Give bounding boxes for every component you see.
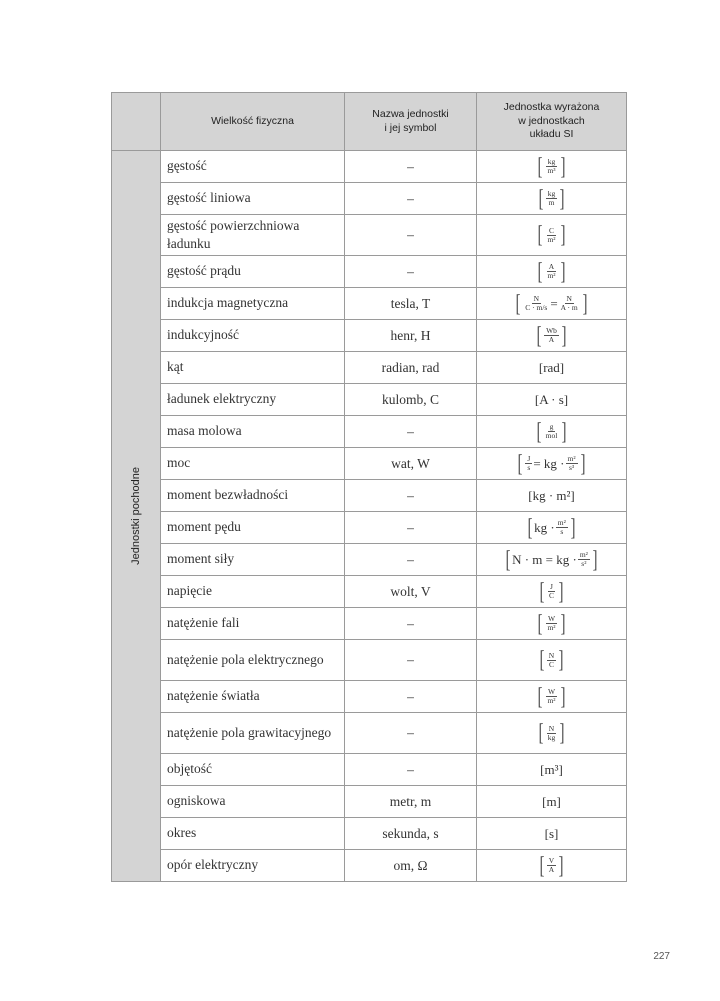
quantity-cell: kąt xyxy=(161,352,345,384)
si-cell: [m³] xyxy=(477,754,627,786)
quantity-cell: moment siły xyxy=(161,544,345,576)
si-cell: [ $\frac{g}{\text{mol}}$ ] xyxy=(477,416,627,448)
si-cell: [ $\frac{J}{C}$ ] xyxy=(477,576,627,608)
quantity-cell: natężenie pola grawitacyjnego xyxy=(161,713,345,754)
unit-cell: metr, m xyxy=(345,786,477,818)
quantity-cell: gęstość liniowa xyxy=(161,183,345,215)
unit-cell: om, Ω xyxy=(345,850,477,882)
table-row xyxy=(112,512,627,544)
table-row xyxy=(112,183,627,215)
quantity-cell: ładunek elektryczny xyxy=(161,384,345,416)
unit-cell: – xyxy=(345,754,477,786)
table-row xyxy=(112,681,627,713)
si-cell: [s] xyxy=(477,818,627,850)
page-number: 227 xyxy=(653,951,670,962)
si-cell: [ $\frac{N}{C \cdot m/s}$ = $\frac{N}{A \cdot m}$ ] xyxy=(477,288,627,320)
unit-cell: sekunda, s xyxy=(345,818,477,850)
quantity-cell: natężenie fali xyxy=(161,608,345,640)
units-table xyxy=(111,92,627,882)
table-row xyxy=(112,754,627,786)
table-row xyxy=(112,480,627,512)
table-row xyxy=(112,151,627,183)
si-cell: [ $\frac{A}{\text{m²}}$ ] xyxy=(477,256,627,288)
quantity-cell: objętość xyxy=(161,754,345,786)
unit-cell: – xyxy=(345,151,477,183)
side-label: Jednostki pochodne xyxy=(130,467,142,565)
quantity-cell: napięcie xyxy=(161,576,345,608)
side-category xyxy=(112,151,161,882)
quantity-cell: indukcyjność xyxy=(161,320,345,352)
si-cell: [ $\frac{N}{C}$ ] xyxy=(477,640,627,681)
unit-cell: kulomb, C xyxy=(345,384,477,416)
si-cell: [ $\frac{N}{kg}$ ] xyxy=(477,713,627,754)
si-cell: [rad] xyxy=(477,352,627,384)
quantity-cell: moc xyxy=(161,448,345,480)
unit-cell: – xyxy=(345,608,477,640)
table-row xyxy=(112,256,627,288)
table-row xyxy=(112,352,627,384)
quantity-cell: gęstość xyxy=(161,151,345,183)
header-quantity: Wielkość fizyczna xyxy=(161,93,345,151)
si-cell: [A · s] xyxy=(477,384,627,416)
unit-cell: – xyxy=(345,256,477,288)
si-cell: [ N · m = kg · $\frac{\text{m²}}{\text{s²}}$ ] xyxy=(477,544,627,576)
table-row xyxy=(112,713,627,754)
table-row xyxy=(112,850,627,882)
si-cell: [ kg · $\frac{\text{m²}}{s}$ ] xyxy=(477,512,627,544)
table-row xyxy=(112,320,627,352)
table-row xyxy=(112,608,627,640)
unit-cell: – xyxy=(345,215,477,256)
table-row xyxy=(112,384,627,416)
unit-cell: – xyxy=(345,416,477,448)
table-row xyxy=(112,640,627,681)
si-cell: [ $\frac{J}{s}$ = kg · $\frac{\text{m²}}{\text{s³}}$ ] xyxy=(477,448,627,480)
si-cell: [ $\frac{V}{A}$ ] xyxy=(477,850,627,882)
table-row xyxy=(112,576,627,608)
table-row xyxy=(112,215,627,256)
quantity-cell: moment bezwładności xyxy=(161,480,345,512)
table-row xyxy=(112,786,627,818)
unit-cell: – xyxy=(345,183,477,215)
quantity-cell: indukcja magnetyczna xyxy=(161,288,345,320)
quantity-cell: moment pędu xyxy=(161,512,345,544)
si-cell: [m] xyxy=(477,786,627,818)
si-cell: [ $\frac{kg}{\text{m³}}$ ] xyxy=(477,151,627,183)
quantity-cell: opór elektryczny xyxy=(161,850,345,882)
unit-cell: – xyxy=(345,640,477,681)
unit-cell: – xyxy=(345,681,477,713)
si-cell: [ $\frac{Wb}{A}$ ] xyxy=(477,320,627,352)
quantity-cell: okres xyxy=(161,818,345,850)
si-cell: [ $\frac{C}{\text{m²}}$ ] xyxy=(477,215,627,256)
si-cell: [ $\frac{W}{\text{m²}}$ ] xyxy=(477,608,627,640)
si-cell: [ $\frac{kg}{m}$ ] xyxy=(477,183,627,215)
unit-cell: radian, rad xyxy=(345,352,477,384)
quantity-cell: ogniskowa xyxy=(161,786,345,818)
table-row xyxy=(112,416,627,448)
header-corner xyxy=(112,93,161,151)
unit-cell: henr, H xyxy=(345,320,477,352)
table-header xyxy=(112,93,627,151)
unit-cell: tesla, T xyxy=(345,288,477,320)
unit-cell: wat, W xyxy=(345,448,477,480)
si-cell: [ $\frac{W}{\text{m²}}$ ] xyxy=(477,681,627,713)
quantity-cell: natężenie światła xyxy=(161,681,345,713)
quantity-cell: natężenie pola elektrycznego xyxy=(161,640,345,681)
table-row xyxy=(112,544,627,576)
unit-cell: – xyxy=(345,512,477,544)
table-row xyxy=(112,288,627,320)
header-unit-name: Nazwa jednostki i jej symbol xyxy=(345,93,477,151)
unit-cell: – xyxy=(345,480,477,512)
table-row xyxy=(112,818,627,850)
si-cell: [kg · m²] xyxy=(477,480,627,512)
header-si-unit: Jednostka wyrażona w jednostkach układu SI xyxy=(477,93,627,151)
quantity-cell: masa molowa xyxy=(161,416,345,448)
quantity-cell: gęstość powierzchniowa ładunku xyxy=(161,215,345,256)
unit-cell: – xyxy=(345,544,477,576)
unit-cell: – xyxy=(345,713,477,754)
unit-cell: wolt, V xyxy=(345,576,477,608)
table-row xyxy=(112,448,627,480)
quantity-cell: gęstość prądu xyxy=(161,256,345,288)
